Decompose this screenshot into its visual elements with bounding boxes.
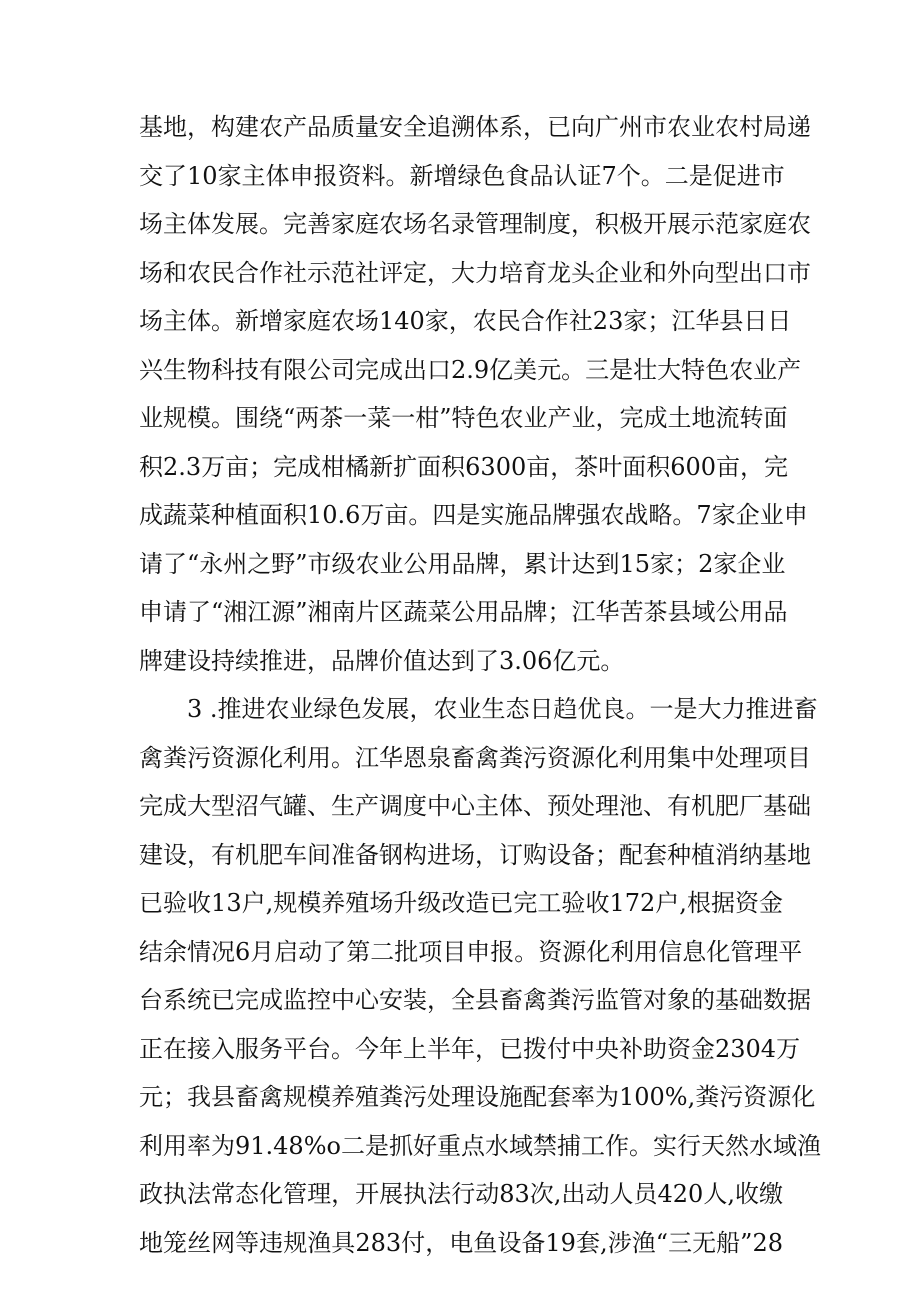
text-line-20: 正在接入服务平台。今年上半年，已拨付中央补助资金2304万: [139, 1035, 801, 1063]
text-line-6: 兴生物科技有限公司完成出口2.9亿美元。三是壮大特色农业产: [139, 356, 802, 384]
section-heading-line: 3 .推进农业绿色发展，农业生态日趋优良。一是大力推进畜: [187, 695, 818, 723]
text-line-23: 政执法常态化管理，开展执法行动83次,出动人员420人,收缴: [139, 1180, 783, 1208]
text-line-22: 利用率为91.48%o二是抓好重点水域禁捕工作。实行天然水域渔: [139, 1132, 821, 1160]
text-line-16: 建设，有机肥车间准备钢构进场，订购设备；配套种植消纳基地: [139, 841, 811, 869]
text-line-8: 积2.3万亩；完成柑橘新扩面积6300亩，茶叶面积600亩，完: [139, 453, 789, 481]
text-line-12: 牌建设持续推进，品牌价值达到了3.06亿元。: [139, 647, 625, 675]
text-line-7: 业规模。围绕“两茶一菜一柑”特色农业产业，完成土地流转面: [139, 404, 788, 432]
text-line-11: 申请了“湘江源”湘南片区蔬菜公用品牌；江华苦茶县域公用品: [139, 598, 788, 626]
text-line-15: 完成大型沼气罐、生产调度中心主体、预处理池、有机肥厂基础: [139, 792, 811, 820]
text-line-24: 地笼丝网等违规渔具283付，电鱼设备19套,涉渔“三无船”28: [139, 1229, 783, 1257]
text-line-1: 基地，构建农产品质量安全追溯体系，已向广州市农业农村局递: [139, 113, 811, 141]
text-line-5: 场主体。新增家庭农场140家，农民合作社23家；江华县日日: [139, 307, 792, 335]
text-line-2: 交了10家主体申报资料。新增绿色食品认证7个。二是促进市: [139, 162, 785, 190]
text-line-19: 台系统已完成监控中心安装，全县畜禽粪污监管对象的基础数据: [139, 986, 811, 1014]
text-line-4: 场和农民合作社示范社评定，大力培育龙头企业和外向型出口市: [139, 259, 811, 287]
text-line-17: 已验收13户,规模养殖场升级改造已完工验收172户,根据资金: [139, 889, 783, 917]
text-line-18: 结余情况6月启动了第二批项目申报。资源化利用信息化管理平: [139, 938, 803, 966]
text-line-9: 成蔬菜种植面积10.6万亩。四是实施品牌强农战略。7家企业申: [139, 501, 808, 529]
text-line-3: 场主体发展。完善家庭农场名录管理制度，积极开展示范家庭农: [139, 210, 811, 238]
text-line-10: 请了“永州之野”市级农业公用品牌，累计达到15家；2家企业: [139, 550, 786, 578]
text-line-21: 元；我县畜禽规模养殖粪污处理设施配套率为100%,粪污资源化: [139, 1083, 816, 1111]
text-line-14: 禽粪污资源化利用。江华恩泉畜禽粪污资源化利用集中处理项目: [139, 744, 811, 772]
